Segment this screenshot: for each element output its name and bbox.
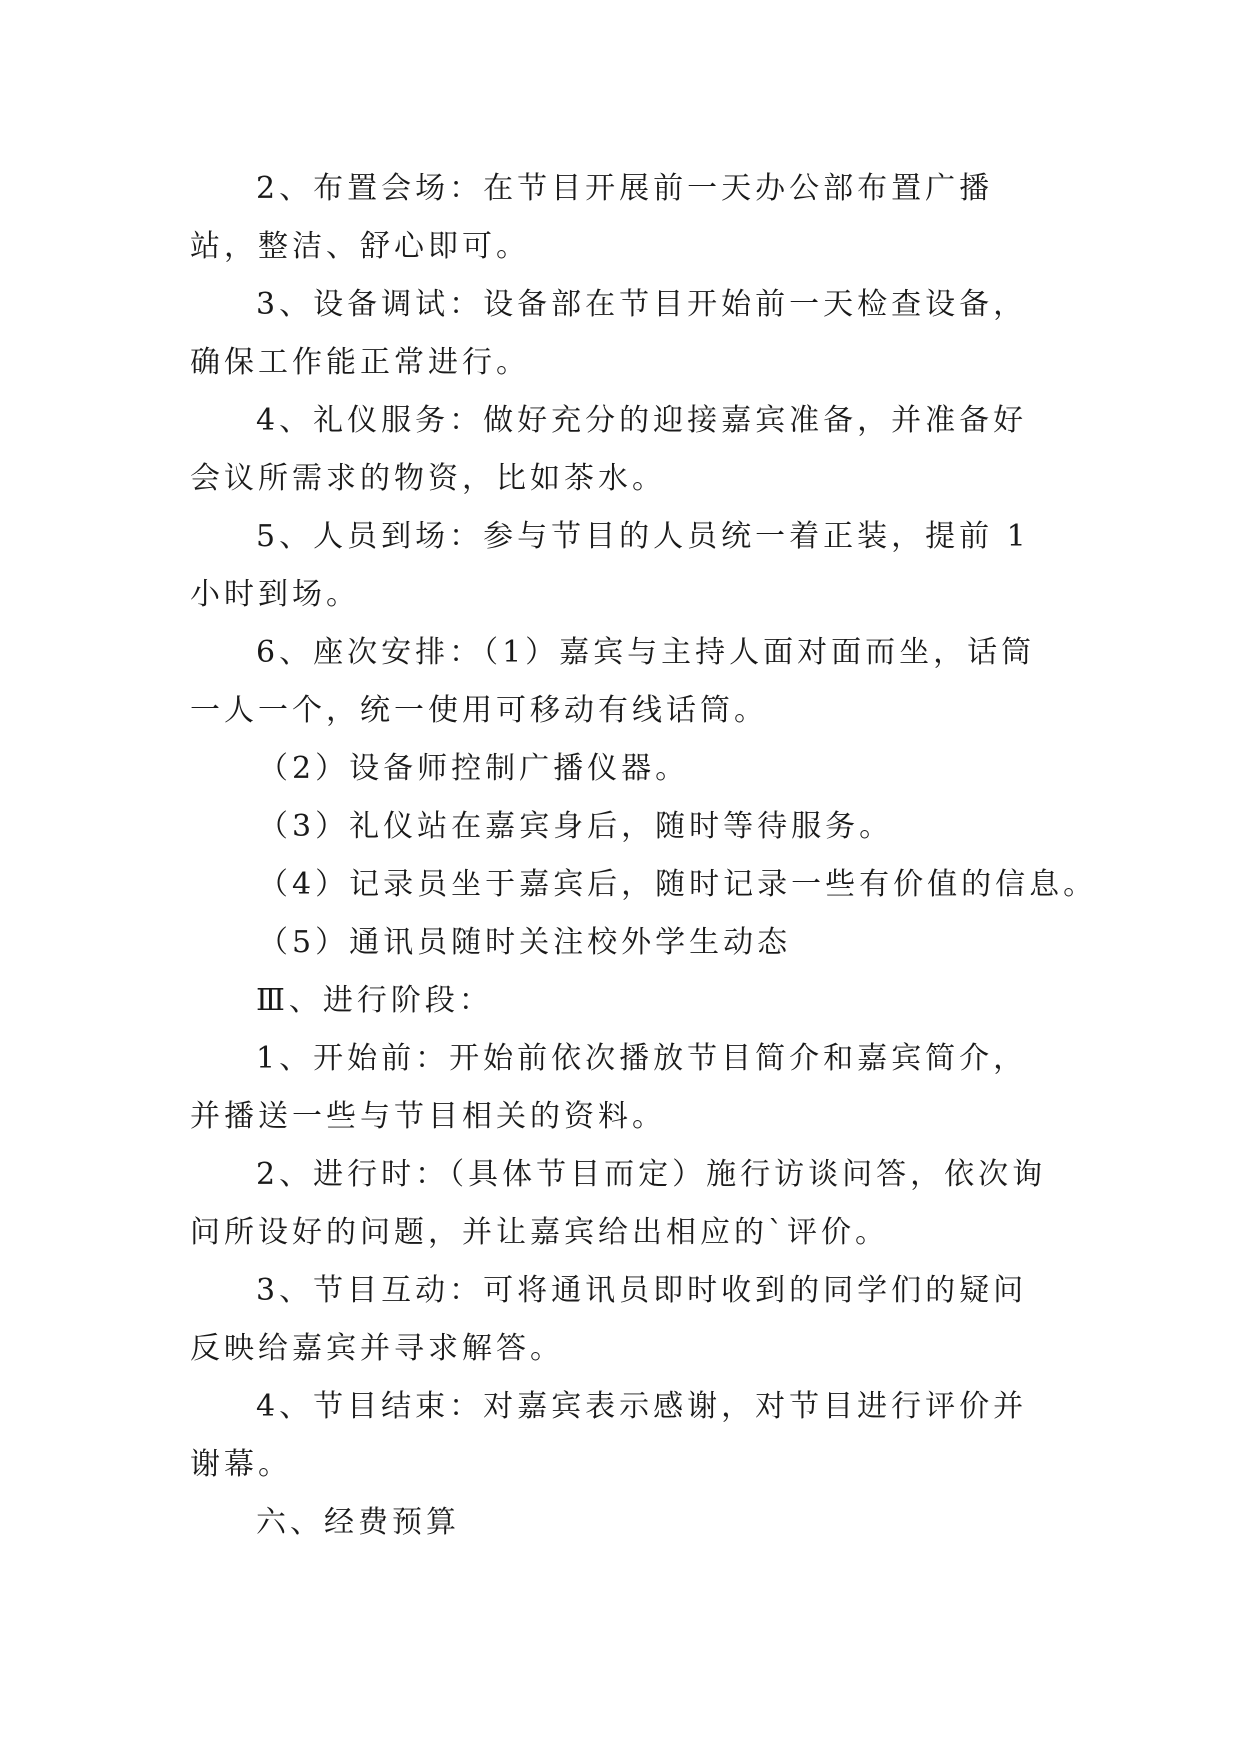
section-heading-budget: 六、经费预算: [256, 1505, 460, 1540]
seating-item-3: （3）礼仪站在嘉宾身后，随时等待服务。: [258, 809, 894, 844]
paragraph-before-start: 1、开始前：开始前依次播放节目简介和嘉宾简介，并播送一些与节目相关的资料。: [190, 1041, 1028, 1134]
paragraph-ending: 4、节目结束：对嘉宾表示感谢，对节目进行评价并谢幕。: [190, 1389, 1028, 1482]
document-body: [190, 160, 1098, 1552]
paragraph-equipment-test: 3、设备调试：设备部在节目开始前一天检查设备，确保工作能正常进行。: [190, 287, 1028, 380]
seating-item-2: （2）设备师控制广播仪器。: [258, 751, 690, 786]
paragraph-staff-arrival: 5、人员到场：参与节目的人员统一着正装，提前 1 小时到场。: [190, 519, 1030, 612]
paragraph-etiquette-service: 4、礼仪服务：做好充分的迎接嘉宾准备，并准备好会议所需求的物资，比如茶水。: [190, 403, 1028, 496]
paragraph-during: 2、进行时：（具体节目而定）施行访谈问答，依次询问所设好的问题，并让嘉宾给出相应的`评价。: [190, 1157, 1047, 1250]
seating-item-5: （5）通讯员随时关注校外学生动态: [258, 925, 792, 960]
seating-item-4: （4）记录员坐于嘉宾后，随时记录一些有价值的信息。: [258, 867, 1098, 902]
section-heading-progress: Ⅲ、进行阶段：: [256, 983, 493, 1018]
paragraph-interaction: 3、节目互动：可将通讯员即时收到的同学们的疑问反映给嘉宾并寻求解答。: [190, 1273, 1028, 1366]
paragraph-venue-setup: 2、布置会场：在节目开展前一天办公部布置广播站，整洁、舒心即可。: [190, 171, 994, 264]
paragraph-seating: 6、座次安排：（1）嘉宾与主持人面对面而坐，话筒一人一个，统一使用可移动有线话筒。: [190, 635, 1036, 728]
